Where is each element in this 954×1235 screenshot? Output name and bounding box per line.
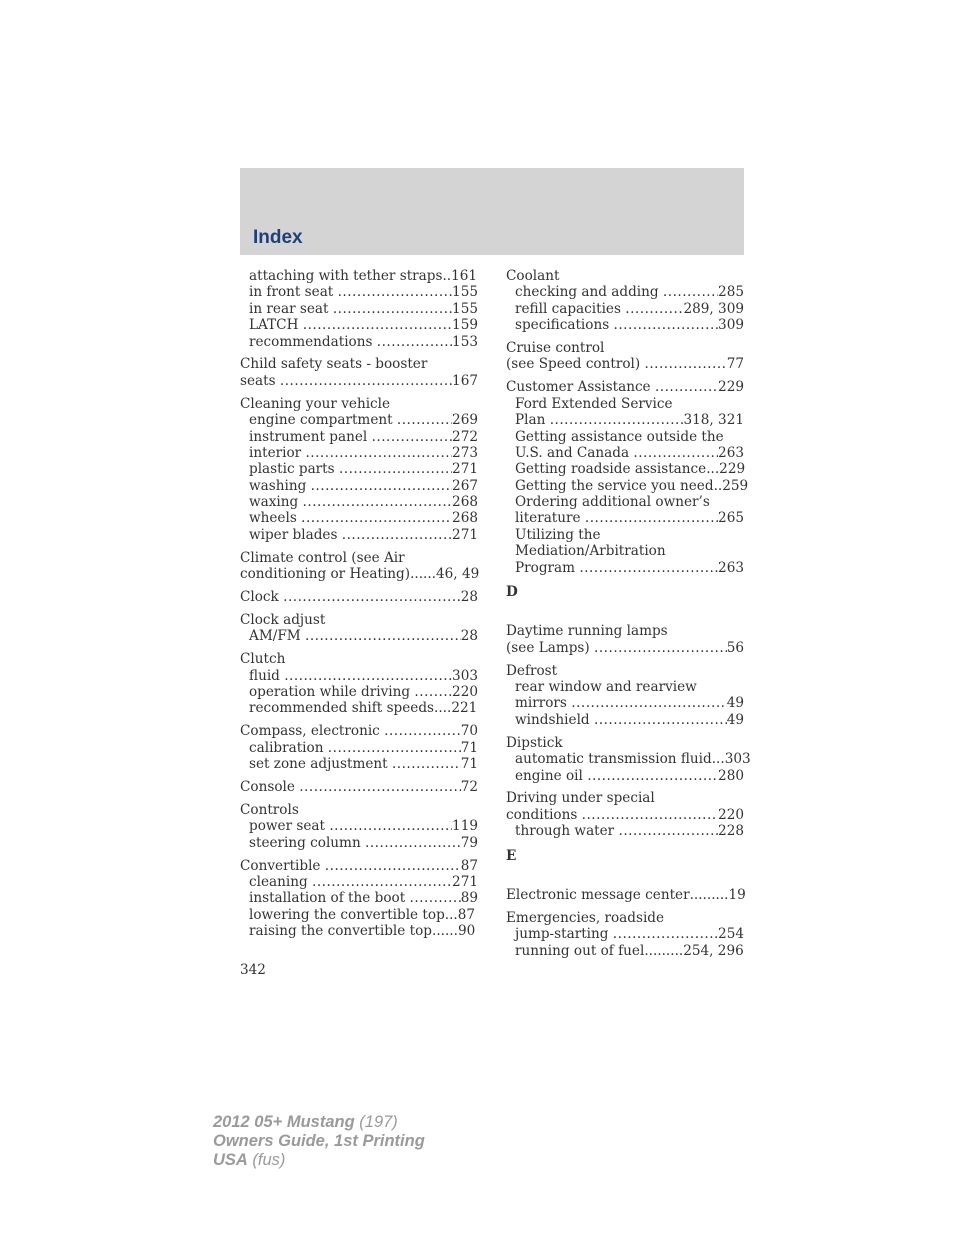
entry-text: Getting the service you need xyxy=(515,477,714,494)
index-entry xyxy=(506,340,744,373)
dot-leader xyxy=(550,412,684,428)
entry-text: Convertible xyxy=(240,857,321,874)
index-entry xyxy=(506,268,744,334)
dot-leader: ...... xyxy=(432,923,458,940)
page-reference: 303 xyxy=(452,667,478,684)
page-reference: 221 xyxy=(451,700,478,717)
index-entry xyxy=(240,779,478,795)
page-reference: 220 xyxy=(452,683,478,700)
entry-text: recommendations xyxy=(249,333,373,350)
entry-text: power seat xyxy=(249,818,325,835)
entry-text: Daytime running lamps xyxy=(506,623,668,640)
index-entry-line xyxy=(506,340,744,356)
entry-text: lowering the convertible top xyxy=(249,906,445,923)
entry-text: Utilizing the xyxy=(515,526,601,543)
entry-text: Clock adjust xyxy=(240,611,326,628)
entry-text: fluid xyxy=(249,667,280,684)
dot-leader xyxy=(280,373,452,389)
index-subentry-line xyxy=(240,268,478,284)
page-reference: 71 xyxy=(460,739,478,756)
entry-text: wiper blades xyxy=(249,526,338,543)
index-entry-line xyxy=(506,887,744,903)
dot-leader xyxy=(587,768,718,784)
index-subentry-line xyxy=(240,412,478,428)
index-subentry-line xyxy=(240,301,478,317)
entry-text: instrument panel xyxy=(249,428,368,445)
entry-text: in rear seat xyxy=(249,300,329,317)
page-reference: 263 xyxy=(718,444,744,461)
index-subentry-line xyxy=(240,907,478,923)
page-reference: 49 xyxy=(726,695,744,712)
entry-text: U.S. and Canada xyxy=(515,444,630,461)
page-reference: 159 xyxy=(452,317,478,334)
footer-line-2 xyxy=(213,1132,425,1151)
entry-text: set zone adjustment xyxy=(249,756,388,773)
index-entry-line xyxy=(240,802,478,818)
entry-text: plastic parts xyxy=(249,461,335,478)
index-subentry-line xyxy=(240,923,478,939)
page-reference: 229 xyxy=(719,461,746,478)
entry-text: Program xyxy=(515,559,576,576)
index-entry xyxy=(240,802,478,851)
dot-leader xyxy=(663,284,718,300)
index-subentry-line xyxy=(506,695,744,711)
index-entry xyxy=(506,910,744,959)
dot-leader xyxy=(372,429,452,445)
page-reference: 161 xyxy=(451,268,478,284)
dot-leader xyxy=(301,510,452,526)
footer-market-code: (fus) xyxy=(247,1151,286,1169)
entry-text: waxing xyxy=(249,494,299,511)
page-reference: 254, 296 xyxy=(683,942,744,959)
footer-line-1 xyxy=(213,1113,425,1132)
entry-text: rear window and rearview xyxy=(515,679,697,696)
index-subentry-line xyxy=(240,835,478,851)
index-subentry-line xyxy=(506,284,744,300)
entry-text: seats xyxy=(240,372,276,389)
page-reference: 49 xyxy=(726,711,744,728)
page-reference: 254 xyxy=(718,926,744,943)
dot-leader: ... xyxy=(711,751,725,768)
index-subentry-line xyxy=(240,494,478,510)
index-subentry-line xyxy=(240,890,478,906)
index-subentry-line xyxy=(240,668,478,684)
entry-text: recommended shift speeds xyxy=(249,700,435,717)
dot-leader xyxy=(571,695,726,711)
index-subentry-line xyxy=(506,461,744,477)
page-reference: 46, 49 xyxy=(436,566,480,583)
entry-text: jump-starting xyxy=(515,926,609,943)
index-entry-line xyxy=(240,396,478,412)
page-reference: 89 xyxy=(460,890,478,907)
entry-text: Climate control (see Air xyxy=(240,549,405,566)
dot-leader xyxy=(410,890,461,906)
page-reference: 309 xyxy=(718,317,744,334)
page-reference: 19 xyxy=(728,887,746,903)
index-subentry-line xyxy=(506,494,744,510)
page-reference: 271 xyxy=(452,873,478,890)
index-entry-line xyxy=(240,612,478,628)
index-entry-line xyxy=(506,640,744,656)
dot-leader xyxy=(339,461,452,477)
index-subentry-line xyxy=(240,284,478,300)
entry-text: Cleaning your vehicle xyxy=(240,395,391,412)
index-subentry-line xyxy=(240,684,478,700)
dot-leader: ... xyxy=(444,906,458,923)
page-reference: 56 xyxy=(726,639,744,656)
entry-text: engine compartment xyxy=(249,412,393,429)
index-entry-line xyxy=(240,373,478,389)
dot-leader xyxy=(655,379,718,395)
page-reference: 77 xyxy=(726,356,744,373)
dot-leader xyxy=(384,723,461,739)
page-reference: 271 xyxy=(452,461,478,478)
index-subentry-line xyxy=(506,712,744,728)
entry-text: engine oil xyxy=(515,767,583,784)
dot-leader xyxy=(303,494,453,510)
page-reference: 259 xyxy=(722,477,749,494)
entry-text: windshield xyxy=(515,711,590,728)
entry-text: Getting assistance outside the xyxy=(515,428,724,445)
dot-leader xyxy=(312,874,452,890)
page-reference: 72 xyxy=(460,778,478,795)
dot-leader xyxy=(377,334,452,350)
entry-text: attaching with tether straps xyxy=(249,268,443,284)
index-entry xyxy=(240,356,478,389)
index-subentry-line xyxy=(240,527,478,543)
index-subentry-line xyxy=(506,560,744,576)
page-reference: 285 xyxy=(718,284,744,301)
entry-text: conditions xyxy=(506,806,578,823)
index-entry xyxy=(240,550,478,583)
page-reference: 280 xyxy=(718,767,744,784)
index-entry xyxy=(506,379,749,576)
entry-text: Cruise control xyxy=(506,340,605,357)
page-reference: 263 xyxy=(718,559,744,576)
dot-leader: ......... xyxy=(689,887,729,903)
index-subentry-line xyxy=(506,445,744,461)
entry-text: in front seat xyxy=(249,284,334,301)
dot-leader: .. xyxy=(442,268,452,284)
dot-leader xyxy=(645,356,727,372)
index-entry-line xyxy=(506,663,744,679)
index-subentry-line xyxy=(240,429,478,445)
index-subentry-line xyxy=(506,412,744,428)
index-subentry-line xyxy=(240,740,478,756)
dot-leader xyxy=(338,284,452,300)
footer-line-3 xyxy=(213,1151,425,1170)
index-entry-line xyxy=(506,268,744,284)
entry-text: literature xyxy=(515,510,581,527)
footer-publication-info xyxy=(213,1113,425,1170)
index-subentry-line xyxy=(240,510,478,526)
dot-leader xyxy=(303,317,452,333)
index-entry xyxy=(506,663,744,729)
index-subentry-line xyxy=(240,700,478,716)
entry-text: conditioning or Heating) xyxy=(240,566,411,583)
index-subentry-line xyxy=(506,317,744,333)
entry-text: Child safety seats - booster xyxy=(240,356,428,373)
index-entry-line xyxy=(506,807,744,823)
dot-leader xyxy=(283,589,461,605)
index-entry-line xyxy=(240,723,478,739)
page-number: 342 xyxy=(240,962,266,978)
index-subentry-line xyxy=(506,768,744,784)
index-subentry-line xyxy=(240,628,478,644)
entry-text: Compass, electronic xyxy=(240,723,380,740)
entry-text: Ford Extended Service xyxy=(515,395,673,412)
index-entry-line xyxy=(240,779,478,795)
index-subentry-line xyxy=(506,301,744,317)
entry-text: (see Lamps) xyxy=(506,639,590,656)
entry-text: Plan xyxy=(515,412,546,429)
page-reference: 71 xyxy=(460,756,478,773)
index-entry-line xyxy=(240,356,478,372)
index-entry-line xyxy=(506,790,744,806)
index-entry xyxy=(240,589,478,605)
entry-text: washing xyxy=(249,477,307,494)
entry-text: Console xyxy=(240,778,295,795)
dot-leader: .. xyxy=(713,477,723,494)
page-reference: 268 xyxy=(452,494,478,511)
index-subentry-line xyxy=(240,317,478,333)
entry-text: refill capacities xyxy=(515,300,621,317)
index-subentry-line xyxy=(506,396,744,412)
page-reference: 318, 321 xyxy=(683,412,744,429)
dot-leader xyxy=(614,317,719,333)
page-reference: 119 xyxy=(452,818,478,835)
index-entry-line xyxy=(506,379,744,395)
index-entry xyxy=(506,887,744,903)
entry-text: Ordering additional owner’s xyxy=(515,494,710,511)
footer-model-code: (197) xyxy=(354,1113,398,1131)
page-reference: 167 xyxy=(452,372,478,389)
dot-leader xyxy=(299,779,460,795)
page-reference: 273 xyxy=(452,444,478,461)
dot-leader xyxy=(325,858,461,874)
entry-text: Defrost xyxy=(506,662,558,679)
index-entry-line xyxy=(506,356,744,372)
footer-guide: Owners Guide, 1st Printing xyxy=(213,1132,425,1150)
index-subentry-line xyxy=(506,823,744,839)
index-subentry-line xyxy=(240,445,478,461)
page-reference: 229 xyxy=(718,379,744,396)
index-entry xyxy=(506,734,751,784)
page-reference: 265 xyxy=(718,510,744,527)
index-entry xyxy=(240,858,478,940)
page-reference: 271 xyxy=(452,526,478,543)
index-column-left xyxy=(240,268,478,946)
index-subentry-line xyxy=(240,756,478,772)
page-reference: 153 xyxy=(452,333,478,350)
entry-text: Mediation/Arbitration xyxy=(515,543,666,560)
entry-text: wheels xyxy=(249,510,297,527)
page-reference: 303 xyxy=(724,751,751,768)
index-subentry-line xyxy=(506,477,749,494)
entry-text: raising the convertible top xyxy=(249,923,432,940)
entry-text: steering column xyxy=(249,834,361,851)
dot-leader: ......... xyxy=(644,942,684,959)
index-entry-line xyxy=(240,651,478,667)
dot-leader xyxy=(328,740,461,756)
page-reference: 155 xyxy=(452,300,478,317)
index-subentry-line xyxy=(240,478,478,494)
dot-leader xyxy=(625,301,683,317)
entry-text: mirrors xyxy=(515,695,567,712)
entry-text: Clock xyxy=(240,589,279,606)
dot-leader xyxy=(594,640,727,656)
index-subentry-line xyxy=(506,510,744,526)
entry-text: cleaning xyxy=(249,873,308,890)
dot-leader xyxy=(594,712,727,728)
entry-text: operation while driving xyxy=(249,683,411,700)
index-entry-line xyxy=(240,858,478,874)
entry-text: Emergencies, roadside xyxy=(506,909,665,926)
entry-text: AM/FM xyxy=(249,628,301,645)
index-subentry-line xyxy=(506,943,744,959)
index-subentry-line xyxy=(240,334,478,350)
page-title: Index xyxy=(253,227,303,248)
dot-leader xyxy=(329,818,452,834)
page-reference: 267 xyxy=(452,477,478,494)
index-entry-line xyxy=(240,550,478,566)
dot-leader xyxy=(365,835,461,851)
section-letter: D xyxy=(506,584,518,601)
index-subentry-line xyxy=(506,543,744,559)
page-reference: 289, 309 xyxy=(683,300,744,317)
entry-text: Dipstick xyxy=(506,734,563,751)
page-reference: 272 xyxy=(452,428,478,445)
dot-leader xyxy=(633,445,718,461)
index-subentry-line xyxy=(240,874,478,890)
index-subentry-line xyxy=(506,527,744,543)
index-subentry-line xyxy=(240,461,478,477)
page-reference: 90 xyxy=(457,923,476,940)
index-subentry-line xyxy=(506,751,751,768)
page-reference: 70 xyxy=(460,723,478,740)
index-subentry-line xyxy=(506,429,744,445)
index-entry xyxy=(240,396,478,544)
entry-text: checking and adding xyxy=(515,284,659,301)
index-entry xyxy=(240,612,478,645)
entry-text: Electronic message center xyxy=(506,887,690,903)
page-reference: 28 xyxy=(460,628,478,645)
footer-market: USA xyxy=(213,1151,248,1169)
page-reference: 220 xyxy=(718,806,744,823)
page-reference: 269 xyxy=(452,412,478,429)
dot-leader: ... xyxy=(706,461,720,478)
dot-leader xyxy=(582,807,718,823)
dot-leader: ...... xyxy=(410,566,436,583)
entry-text: (see Speed control) xyxy=(506,356,641,373)
dot-leader xyxy=(284,668,452,684)
index-entry-line xyxy=(506,623,744,639)
page-reference: 79 xyxy=(460,834,478,851)
entry-text: automatic transmission fluid xyxy=(515,751,712,768)
dot-leader xyxy=(579,560,718,576)
dot-leader: .... xyxy=(434,700,452,717)
dot-leader xyxy=(311,478,452,494)
dot-leader xyxy=(619,823,719,839)
index-entry xyxy=(506,623,744,656)
dot-leader xyxy=(342,527,452,543)
index-entry-line xyxy=(240,589,478,605)
entry-text: Driving under special xyxy=(506,790,655,807)
index-entry xyxy=(240,723,478,772)
page-reference: 228 xyxy=(718,823,744,840)
index-subentry-line xyxy=(506,926,744,942)
entry-text: Coolant xyxy=(506,268,560,284)
index-entry-line xyxy=(506,735,744,751)
entry-text: specifications xyxy=(515,317,610,334)
index-entry xyxy=(240,268,478,350)
index-entry-line xyxy=(240,566,478,582)
index-subentry-line xyxy=(506,679,744,695)
entry-text: interior xyxy=(249,444,302,461)
index-column-right xyxy=(506,268,751,966)
page-reference: 268 xyxy=(452,510,478,527)
dot-leader xyxy=(305,445,452,461)
index-entry xyxy=(240,651,478,717)
footer-model: 2012 05+ Mustang xyxy=(213,1113,355,1131)
dot-leader xyxy=(397,412,452,428)
entry-text: Customer Assistance xyxy=(506,379,651,396)
entry-text: running out of fuel xyxy=(515,942,645,959)
dot-leader xyxy=(392,756,461,772)
dot-leader xyxy=(333,301,452,317)
entry-text: through water xyxy=(515,823,615,840)
index-entry xyxy=(506,790,744,839)
index-subentry-line xyxy=(240,818,478,834)
page-reference: 87 xyxy=(457,906,476,923)
entry-text: installation of the boot xyxy=(249,890,406,907)
page-reference: 87 xyxy=(460,857,478,874)
entry-text: calibration xyxy=(249,739,324,756)
section-letter: E xyxy=(506,847,517,864)
page-reference: 155 xyxy=(452,284,478,301)
entry-text: LATCH xyxy=(249,317,299,334)
entry-text: Controls xyxy=(240,801,299,818)
entry-text: Getting roadside assistance xyxy=(515,461,707,478)
page-reference: 28 xyxy=(460,589,478,606)
dot-leader xyxy=(414,684,452,700)
dot-leader xyxy=(305,628,461,644)
dot-leader xyxy=(585,510,718,526)
index-header-band xyxy=(240,168,744,255)
dot-leader xyxy=(613,926,718,942)
index-entry-line xyxy=(506,910,744,926)
entry-text: Clutch xyxy=(240,651,286,668)
